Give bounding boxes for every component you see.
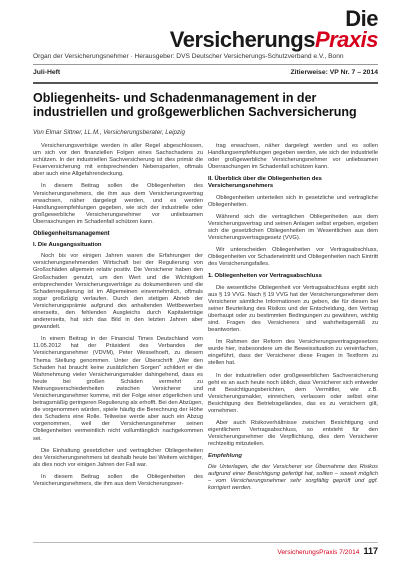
divider-under — [33, 82, 378, 84]
footer-journal: VersicherungsPraxis 7/2014 — [277, 549, 360, 556]
paragraph: trag erwachsen, näher dargelegt werden und es sollen Handlungsempfehlungen gegeben werden, wie sich der industrielle oder großgewerbliche Versicherungsnehmer vor unliebsamen Überraschungen im Schadenfall schützen kann. — [208, 143, 378, 171]
article-byline: Von Elmar Sittner, LL.M., Versicherungsberater, Leipzig — [33, 129, 185, 136]
logo-die: Die — [345, 6, 378, 31]
recommendation-text: Die Unterlagen, die der Versicherer vor Übernahme des Risikos aufgrund einer Besichtigung gefertigt hat, sollten – soweit möglich – vom Versicherungsnehmer sehr sorgfältig geprüft und ggf. korrigiert werden. — [208, 463, 378, 491]
page-number: 117 — [363, 546, 378, 556]
divider-top — [33, 64, 378, 65]
subsection-heading: 1. Obliegenheiten vor Vertragsabschluss — [208, 273, 322, 280]
paragraph: Wir unterscheiden Obliegenheiten vor Vertragsabschluss, Obliegenheiten vor Schadeneintritt und Obliegenheiten nach Eintritt des Versicherungsfalles. — [208, 247, 378, 268]
footer-divider — [33, 542, 378, 543]
paragraph: In der industriellen oder großgewerblichen Sachversicherung geht es an auch heute noch üblich, dass Versicherer sich entweder mit Besichtigungsberichten, dem Vermittler, wie z.B. Versicherungsmakler, einreichen, verlassen oder selbst eine Besichtigung des Betriebsgeländes, das es zu versichern gilt, vornehmen. — [208, 372, 378, 414]
right-column — [208, 143, 378, 497]
footer — [277, 546, 378, 556]
article-title: Obliegenheits- und Schadenmanagement in der industriellen und großgewerblichen Sachversicherung — [33, 91, 357, 119]
paragraph: Versicherungsverträge werden in aller Regel abgeschlossen, um sich vor den finanziellen Folgen eines Sachschadens zu schützen. In der industriellen Sachversicherung ist dies primär die Feuerversicherung mit entsprechenden Nebensparten, oftmals aber auch eine Allgefahrendeckung. — [33, 143, 203, 178]
subsection-heading: II. Überblick über die Obliegenheiten des Versicherungsnehmers — [208, 176, 322, 190]
paragraph: Während sich die vertraglichen Obliegenheiten aus dem Versicherungsvertrag und seinen Anlagen selbst ergeben, ergeben sich die gesetzlichen Obliegenheiten im Wesentlichen aus dem Versicherungsvertragsgesetz (VVG). — [208, 213, 378, 242]
paragraph: Obliegenheiten unterteilen sich in gesetzliche und vertragliche Obliegenheiten. — [208, 194, 378, 208]
paragraph: Aber auch Risikoverhältnisse zwischen Besichtigung und eigentlichem Vertragsabschluss, so entsteht für den Versicherungsnehmer die Verpflichtung, dies dem Versicherer rechtzeitig mitzuteilen. — [208, 420, 378, 448]
paragraph: In diesem Beitrag sollen die Obliegenheiten des Versicherungsnehmers, die ihm aus dem Versicherungsver- — [33, 473, 203, 488]
logo-word-versicherungs: Versicherungs — [169, 27, 315, 52]
masthead — [0, 0, 400, 80]
logo-versicherungspraxis — [170, 27, 378, 53]
paragraph: In diesem Beitrag sollen die Obliegenheiten des Versicherungsnehmers, die ihm aus dem Versicherungsvertrag erwachsen, näher dargelegt werden, und es werden Handlungsempfehlungen gegeben, wie sich der industrielle oder großgewerbliche Versicherungsnehmer vor unliebsamen Überraschungen im Schadenfall schützen kann. — [33, 183, 203, 225]
paragraph: Noch bis vor einigen Jahren waren die Erfahrungen der versicherungsnehmenden Wirtschaft bei der Regulierung von Großschäden allgemein relativ positiv. Die Versicherer haben den Großschaden genutzt, um den Wert und die Wichtigkeit entsprechender Versicherungsverträge zu dokumentieren und die Schadenregulierung ist im Allgemeinen einvernehmlich, oftmals sogar großzügig verlaufen. Durch den stetigen Abrieb der Versicherungsprämie aufgrund des anhaltenden Wettbewerbes einerseits, den fehlenden Ausgleichs durch Kapitalerträge andererseits, hat sich das Bild in den letzten Jahren aber gewandelt. — [33, 253, 203, 331]
paragraph: Die Einhaltung gesetzlicher und vertraglicher Obliegenheiten des Versicherungsnehmers ist deshalb heute bei Weitem wichtiger, als dies noch vor einigen Jahren der Fall war. — [33, 447, 203, 468]
issue-bar — [33, 67, 378, 79]
paragraph: In einem Beitrag in der Financial Times Deutschland vom 11.05.2012 hat der Präsident des Verbandes der Versicherungsnehmer (VDVM), Peter Wesselhoeft, zu diesem Thema Stellung genommen. Unter der Überschrift „Wer den Schaden hat braucht keine zusätzlichen Sorgen“ schildert er die Wahrnehmung vieler Versicherungsmakler dahingehend, dass es heute bei großen Schäden vermehrt zu Meinungsverschiedenheiten zwischen Versicherer und Versicherungsnehmer komme, mit der Folge einer zögerlichen und betragsmäßig geringeren Regulierung als erhofft. Bei den Abzügen, die vorgenommen würden, spiele häufig die Berechnung der Höhe des Schadens eine Rolle. Teilweise werde aber auch ein Abzug vorgenommen, weil der Versicherungsnehmer seinen Obliegenheiten vermeintlich nicht vollumfänglich nachgekommen sei. — [33, 336, 203, 442]
organ-line: Organ der Versicherungsnehmer · Herausgeber: DVS Deutscher Versicherungs-Schutzverband e.V., Bonn — [33, 53, 344, 60]
recommendation-heading: Empfehlung — [208, 453, 243, 460]
paragraph: Die wesentliche Obliegenheit vor Vertragsabschluss ergibt sich aus § 19 VVG. Nach § 19 VVG hat der Versicherungsnehmer dem Versicherer sämtliche Informationen zu geben, die für diesen bei seiner Beurteilung des Risikos und der Entscheidung, den Vertrag überhaupt oder zu bestimmten Bedingungen zu gewähren, wichtig sind. Fragen des Versicherers sind wahrheitsgemäß zu beantworten. — [208, 284, 378, 334]
issue-month: Juli-Heft — [33, 69, 61, 76]
logo-word-praxis: Praxis — [314, 27, 378, 52]
subsection-heading: I. Die Ausgangssituation — [33, 242, 102, 249]
citation: Zitierweise: VP Nr. 7 – 2014 — [290, 69, 378, 76]
paragraph: Im Rahmen der Reform des Versicherungsvertragsgesetzes wurde hier, insbesondere um die Beweissituation zu vereinfachen, eingeführt, dass der Versicherer diese Fragen in Textform zu stellen hat. — [208, 339, 378, 367]
section-heading: Obliegenheitsmanagement — [33, 231, 110, 238]
left-column — [33, 143, 203, 493]
